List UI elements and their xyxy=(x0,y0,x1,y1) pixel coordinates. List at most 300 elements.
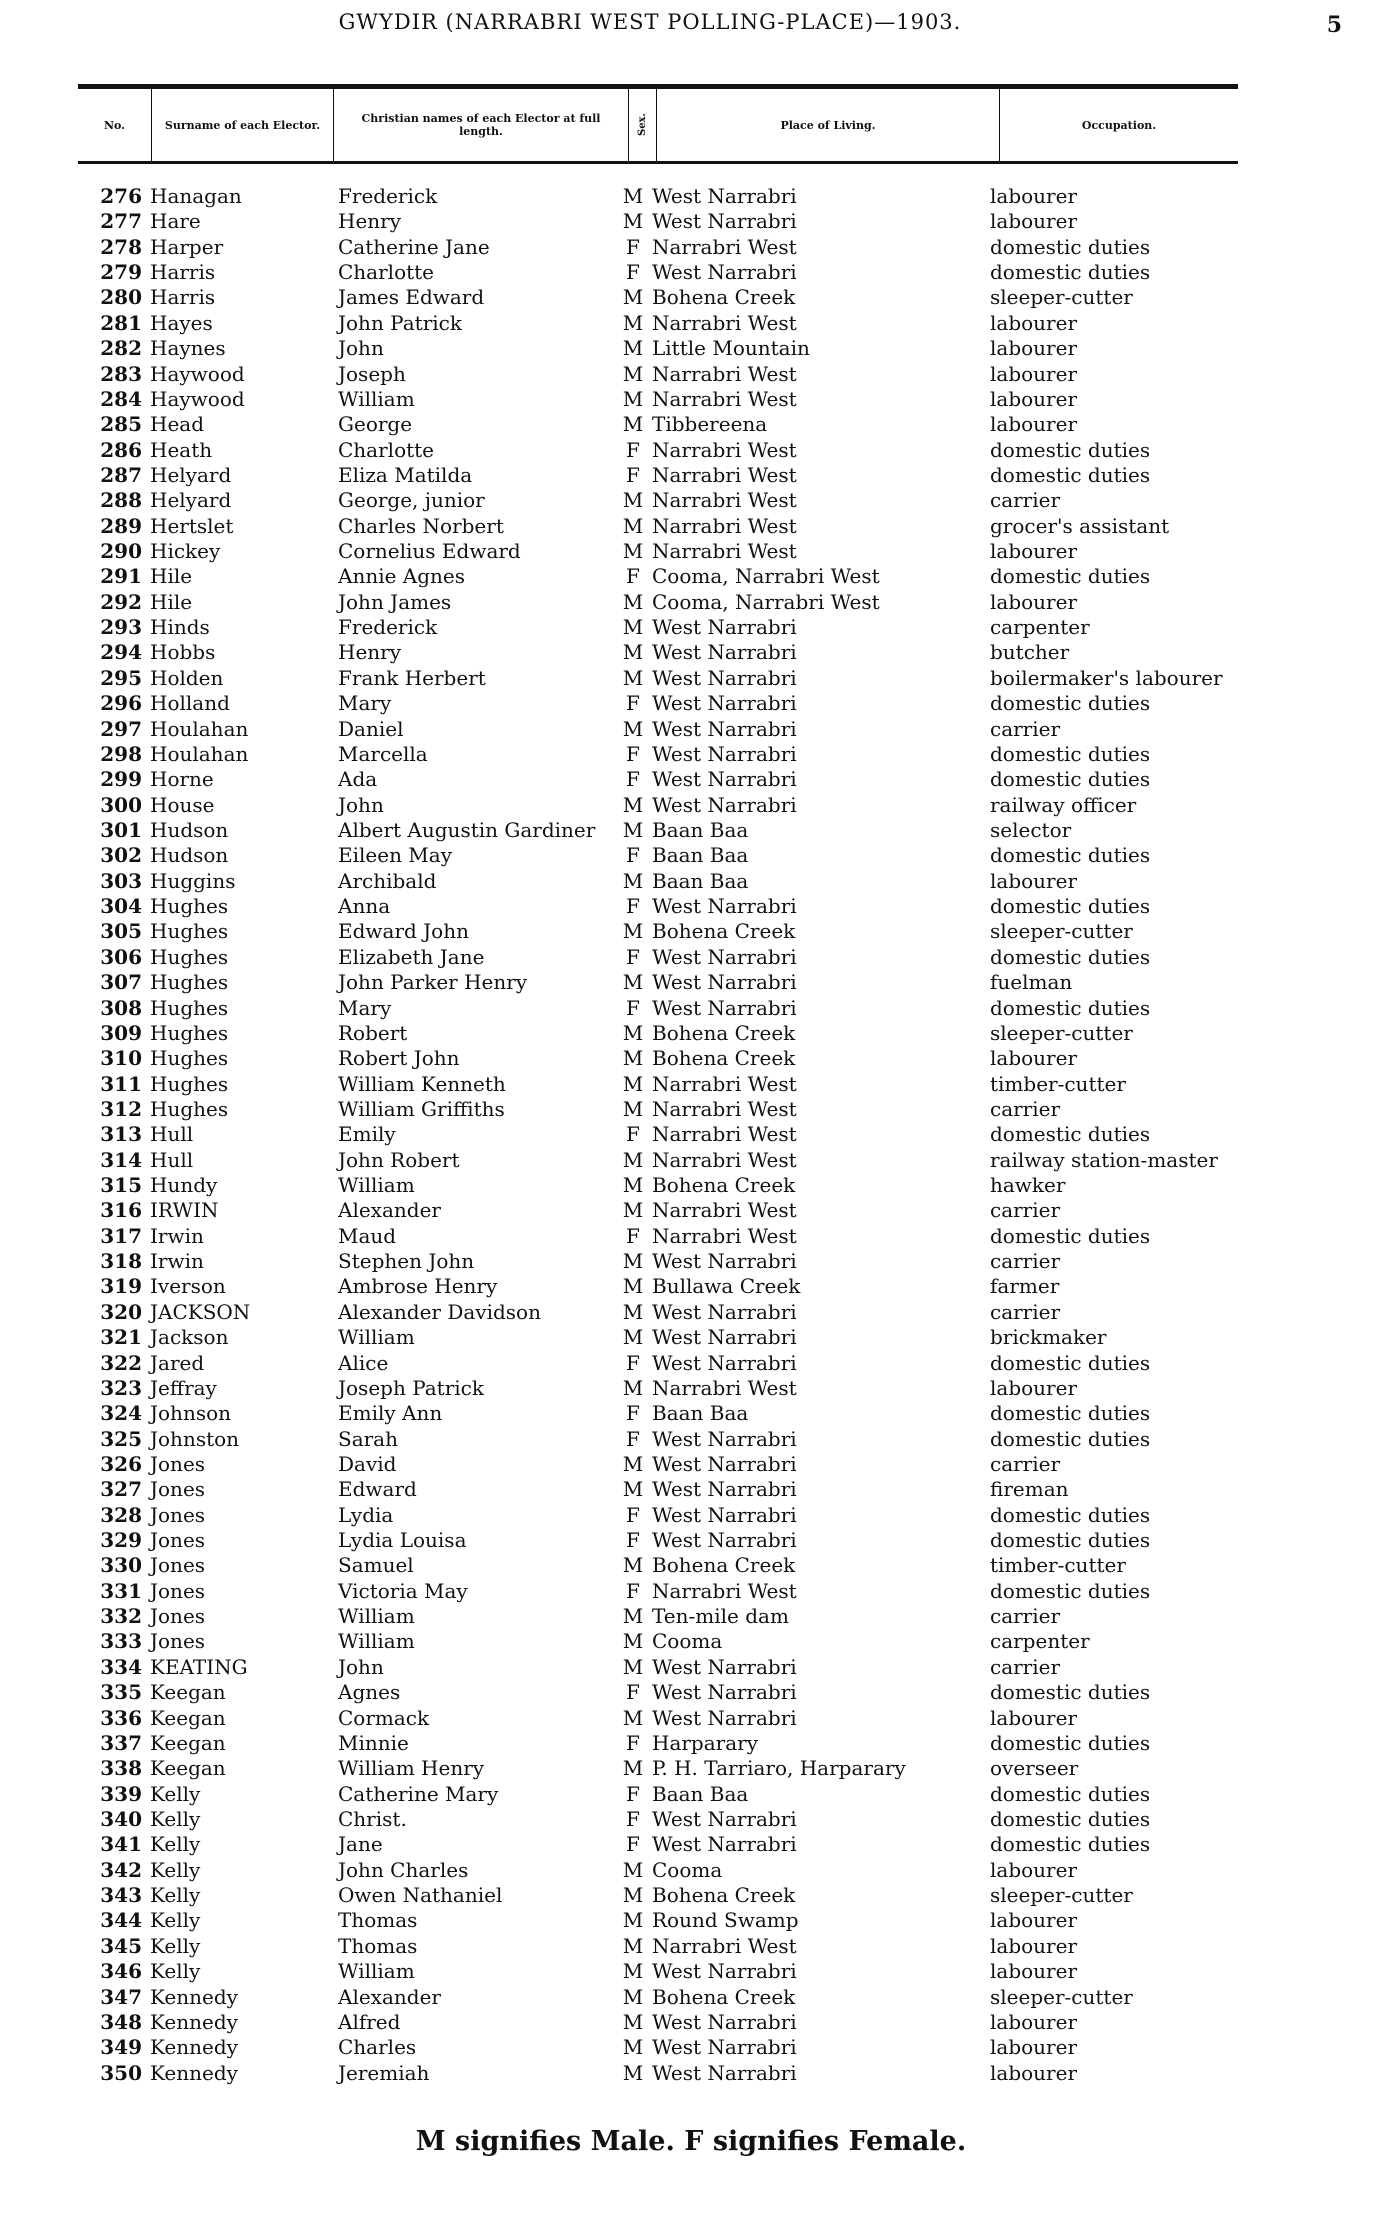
christian-names: John xyxy=(338,792,384,817)
row-number: 305 xyxy=(100,919,142,944)
occupation: carrier xyxy=(990,1451,1061,1476)
christian-names: Lydia Louisa xyxy=(338,1528,467,1553)
occupation: domestic duties xyxy=(990,260,1151,285)
occupation: domestic duties xyxy=(990,767,1151,792)
surname: Hile xyxy=(150,589,193,614)
header-sex xyxy=(629,89,657,161)
sex: M xyxy=(622,2060,644,2085)
row-number: 323 xyxy=(100,1375,142,1400)
row-number: 294 xyxy=(100,640,142,665)
occupation: domestic duties xyxy=(990,1528,1151,1553)
surname: Kennedy xyxy=(150,1984,238,2009)
sex: M xyxy=(622,792,644,817)
occupation: farmer xyxy=(990,1274,1060,1299)
table-row xyxy=(0,1959,1382,1984)
occupation: butcher xyxy=(990,640,1070,665)
surname: Kennedy xyxy=(150,2035,238,2060)
row-number: 299 xyxy=(100,767,142,792)
occupation: labourer xyxy=(990,868,1078,893)
christian-names: Samuel xyxy=(338,1553,414,1578)
header-occupation: Occupation. xyxy=(1081,118,1157,132)
occupation: railway station-master xyxy=(990,1147,1218,1172)
sex: M xyxy=(622,184,644,208)
christian-names: Charles Norbert xyxy=(338,513,504,538)
sex: M xyxy=(622,1375,644,1400)
sex: M xyxy=(622,868,644,893)
place-of-living: West Narrabri xyxy=(652,792,797,817)
table-row xyxy=(0,2035,1382,2060)
table-row xyxy=(0,260,1382,285)
occupation: hawker xyxy=(990,1173,1066,1198)
surname: Jones xyxy=(150,1629,206,1654)
christian-names: John xyxy=(338,1654,384,1679)
occupation: domestic duties xyxy=(990,234,1151,259)
christian-names: Sarah xyxy=(338,1426,398,1451)
place-of-living: Narrabri West xyxy=(652,1096,797,1121)
surname: Hughes xyxy=(150,944,229,969)
sex: M xyxy=(622,361,644,386)
occupation: carrier xyxy=(990,1604,1061,1629)
occupation: grocer's assistant xyxy=(990,513,1170,538)
christian-names: Charles xyxy=(338,2035,417,2060)
christian-names: Owen Nathaniel xyxy=(338,1883,503,1908)
header-sex-label: Sex. xyxy=(637,113,648,137)
sex: M xyxy=(622,1908,644,1933)
row-number: 315 xyxy=(100,1173,142,1198)
sex: M xyxy=(622,1096,644,1121)
place-of-living: Narrabri West xyxy=(652,1198,797,1223)
place-of-living: P. H. Tarriaro, Harparary xyxy=(652,1756,906,1781)
surname: Heath xyxy=(150,437,213,462)
table-row xyxy=(0,1832,1382,1857)
place-of-living: West Narrabri xyxy=(652,1477,797,1502)
table-row xyxy=(0,1477,1382,1502)
christian-names: William Henry xyxy=(338,1756,485,1781)
christian-names: Charlotte xyxy=(338,260,435,285)
christian-names: Mary xyxy=(338,995,392,1020)
header-christian-names: Christian names of each Elector at full length. xyxy=(334,89,629,161)
sex: M xyxy=(622,1274,644,1299)
surname: Irwin xyxy=(150,1223,204,1248)
occupation: domestic duties xyxy=(990,1578,1151,1603)
sex: F xyxy=(626,564,640,589)
surname: Kennedy xyxy=(150,2009,238,2034)
table-row xyxy=(0,590,1382,615)
sex: F xyxy=(626,462,640,487)
christian-names: Jeremiah xyxy=(338,2060,430,2085)
place-of-living: West Narrabri xyxy=(652,209,797,234)
table-row xyxy=(0,1072,1382,1097)
table-row xyxy=(0,894,1382,919)
surname: Irwin xyxy=(150,1249,204,1274)
christian-names: David xyxy=(338,1451,397,1476)
row-number: 321 xyxy=(100,1325,142,1350)
occupation: labourer xyxy=(990,2035,1078,2060)
occupation: labourer xyxy=(990,184,1078,208)
place-of-living: Cooma xyxy=(652,1857,723,1882)
table-row xyxy=(0,1274,1382,1299)
occupation: domestic duties xyxy=(990,1680,1151,1705)
header-no: No. xyxy=(78,89,152,161)
sex-legend-footer: M signifies Male. F signifies Female. xyxy=(415,2126,967,2157)
table-row xyxy=(0,1553,1382,1578)
surname: Huggins xyxy=(150,868,236,893)
surname: Helyard xyxy=(150,488,232,513)
row-number: 312 xyxy=(100,1096,142,1121)
row-number: 297 xyxy=(100,716,142,741)
row-number: 325 xyxy=(100,1426,142,1451)
sex: M xyxy=(622,615,644,640)
row-number: 286 xyxy=(100,437,142,462)
christian-names: Joseph xyxy=(338,361,406,386)
table-row xyxy=(0,1122,1382,1147)
occupation: carpenter xyxy=(990,615,1090,640)
row-number: 289 xyxy=(100,513,142,538)
table-row xyxy=(0,1173,1382,1198)
occupation: domestic duties xyxy=(990,944,1151,969)
christian-names: Edward John xyxy=(338,919,469,944)
sex: F xyxy=(626,1122,640,1147)
row-number: 279 xyxy=(100,260,142,285)
table-row xyxy=(0,1452,1382,1477)
row-number: 293 xyxy=(100,615,142,640)
place-of-living: West Narrabri xyxy=(652,260,797,285)
table-row xyxy=(0,285,1382,310)
sex: F xyxy=(626,1502,640,1527)
place-of-living: Bohena Creek xyxy=(652,1553,796,1578)
christian-names: Daniel xyxy=(338,716,404,741)
occupation: domestic duties xyxy=(990,564,1151,589)
christian-names: John Robert xyxy=(338,1147,460,1172)
sex: F xyxy=(626,843,640,868)
christian-names: Emily xyxy=(338,1122,396,1147)
table-row xyxy=(0,970,1382,995)
place-of-living: Baan Baa xyxy=(652,868,749,893)
place-of-living: Bohena Creek xyxy=(652,1883,796,1908)
row-number: 298 xyxy=(100,741,142,766)
place-of-living: West Narrabri xyxy=(652,1680,797,1705)
surname: Harper xyxy=(150,234,224,259)
surname: Hughes xyxy=(150,1071,229,1096)
occupation: domestic duties xyxy=(990,1781,1151,1806)
surname: Kelly xyxy=(150,1933,201,1958)
table-row xyxy=(0,1629,1382,1654)
row-number: 301 xyxy=(100,817,142,842)
row-number: 311 xyxy=(100,1071,142,1096)
occupation: timber-cutter xyxy=(990,1071,1126,1096)
row-number: 336 xyxy=(100,1705,142,1730)
occupation: domestic duties xyxy=(990,1223,1151,1248)
place-of-living: Harparary xyxy=(652,1730,758,1755)
occupation: railway officer xyxy=(990,792,1137,817)
surname: Jared xyxy=(150,1350,205,1375)
row-number: 291 xyxy=(100,564,142,589)
table-row xyxy=(0,412,1382,437)
surname: Hughes xyxy=(150,1020,229,1045)
row-number: 330 xyxy=(100,1553,142,1578)
table-row xyxy=(0,1401,1382,1426)
table-row xyxy=(0,2061,1382,2086)
table-row xyxy=(0,438,1382,463)
sex: M xyxy=(622,1959,644,1984)
sex: F xyxy=(626,1350,640,1375)
place-of-living: West Narrabri xyxy=(652,640,797,665)
page-title: GWYDIR (NARRABRI WEST POLLING-PLACE)—1903. xyxy=(338,10,962,34)
row-number: 280 xyxy=(100,285,142,310)
surname: Keegan xyxy=(150,1705,226,1730)
sex: M xyxy=(622,1654,644,1679)
occupation: domestic duties xyxy=(990,1401,1151,1426)
header-place-of-living: Place of Living. xyxy=(657,89,1000,161)
christian-names: Cormack xyxy=(338,1705,430,1730)
occupation: labourer xyxy=(990,1375,1078,1400)
christian-names: William Griffiths xyxy=(338,1096,505,1121)
sex: F xyxy=(626,944,640,969)
surname: House xyxy=(150,792,215,817)
table-row xyxy=(0,640,1382,665)
occupation: labourer xyxy=(990,412,1078,437)
occupation: sleeper-cutter xyxy=(990,919,1133,944)
row-number: 343 xyxy=(100,1883,142,1908)
sex: M xyxy=(622,2035,644,2060)
christian-names: Jane xyxy=(338,1832,383,1857)
table-row xyxy=(0,539,1382,564)
surname: Houlahan xyxy=(150,741,249,766)
surname: Horne xyxy=(150,767,214,792)
place-of-living: West Narrabri xyxy=(652,944,797,969)
row-number: 277 xyxy=(100,209,142,234)
christian-names: Lydia xyxy=(338,1502,394,1527)
surname: Jones xyxy=(150,1502,206,1527)
place-of-living: Little Mountain xyxy=(652,336,810,361)
occupation: domestic duties xyxy=(990,1832,1151,1857)
place-of-living: Round Swamp xyxy=(652,1908,799,1933)
place-of-living: West Narrabri xyxy=(652,1426,797,1451)
occupation: sleeper-cutter xyxy=(990,1020,1133,1045)
christian-names: George xyxy=(338,412,413,437)
occupation: carrier xyxy=(990,1299,1061,1324)
place-of-living: West Narrabri xyxy=(652,1502,797,1527)
place-of-living: Narrabri West xyxy=(652,1071,797,1096)
row-number: 318 xyxy=(100,1249,142,1274)
christian-names: Edward xyxy=(338,1477,417,1502)
surname: Kelly xyxy=(150,1908,201,1933)
row-number: 300 xyxy=(100,792,142,817)
sex: F xyxy=(626,894,640,919)
surname: Jones xyxy=(150,1604,206,1629)
table-row xyxy=(0,514,1382,539)
surname: Jeffray xyxy=(150,1375,217,1400)
sex: M xyxy=(622,716,644,741)
sex: F xyxy=(626,995,640,1020)
christian-names: Elizabeth Jane xyxy=(338,944,485,969)
elector-list xyxy=(0,184,1382,2086)
sex: M xyxy=(622,1299,644,1324)
occupation: sleeper-cutter xyxy=(990,1984,1133,2009)
table-row xyxy=(0,1300,1382,1325)
sex: M xyxy=(622,513,644,538)
place-of-living: Narrabri West xyxy=(652,1375,797,1400)
place-of-living: Cooma, Narrabri West xyxy=(652,564,880,589)
sex: F xyxy=(626,1401,640,1426)
table-row xyxy=(0,1934,1382,1959)
table-row xyxy=(0,717,1382,742)
christian-names: Alice xyxy=(338,1350,389,1375)
table-row xyxy=(0,1198,1382,1223)
table-row xyxy=(0,869,1382,894)
sex: M xyxy=(622,310,644,335)
occupation: carrier xyxy=(990,488,1061,513)
occupation: carrier xyxy=(990,1096,1061,1121)
christian-names: William Kenneth xyxy=(338,1071,506,1096)
occupation: domestic duties xyxy=(990,462,1151,487)
sex: F xyxy=(626,437,640,462)
place-of-living: Narrabri West xyxy=(652,1578,797,1603)
table-row xyxy=(0,1579,1382,1604)
occupation: selector xyxy=(990,817,1072,842)
row-number: 295 xyxy=(100,665,142,690)
occupation: labourer xyxy=(990,2009,1078,2034)
row-number: 285 xyxy=(100,412,142,437)
row-number: 324 xyxy=(100,1401,142,1426)
occupation: domestic duties xyxy=(990,691,1151,716)
surname: Jones xyxy=(150,1578,206,1603)
table-row xyxy=(0,843,1382,868)
occupation: overseer xyxy=(990,1756,1079,1781)
place-of-living: West Narrabri xyxy=(652,665,797,690)
surname: Hobbs xyxy=(150,640,216,665)
surname: Keegan xyxy=(150,1730,226,1755)
row-number: 333 xyxy=(100,1629,142,1654)
row-number: 302 xyxy=(100,843,142,868)
place-of-living: West Narrabri xyxy=(652,2035,797,2060)
sex: M xyxy=(622,1883,644,1908)
row-number: 350 xyxy=(100,2060,142,2085)
surname: JACKSON xyxy=(150,1299,251,1324)
surname: Head xyxy=(150,412,205,437)
christian-names: Thomas xyxy=(338,1933,418,1958)
occupation: domestic duties xyxy=(990,437,1151,462)
table-row xyxy=(0,209,1382,234)
table-row xyxy=(0,1224,1382,1249)
christian-names: Catherine Mary xyxy=(338,1781,499,1806)
christian-names: Robert xyxy=(338,1020,408,1045)
surname: Hayes xyxy=(150,310,213,335)
surname: Kelly xyxy=(150,1883,201,1908)
christian-names: William xyxy=(338,1325,415,1350)
table-row xyxy=(0,311,1382,336)
table-row xyxy=(0,1376,1382,1401)
sex: M xyxy=(622,1629,644,1654)
sex: M xyxy=(622,1198,644,1223)
christian-names: Frederick xyxy=(338,184,438,208)
occupation: labourer xyxy=(990,2060,1078,2085)
surname: Hull xyxy=(150,1122,194,1147)
row-number: 282 xyxy=(100,336,142,361)
place-of-living: Cooma, Narrabri West xyxy=(652,589,880,614)
surname: Haynes xyxy=(150,336,226,361)
surname: Hundy xyxy=(150,1173,218,1198)
place-of-living: West Narrabri xyxy=(652,1528,797,1553)
row-number: 348 xyxy=(100,2009,142,2034)
place-of-living: West Narrabri xyxy=(652,1350,797,1375)
christian-names: Christ. xyxy=(338,1807,407,1831)
header-surname: Surname of each Elector. xyxy=(152,89,334,161)
place-of-living: Tibbereena xyxy=(652,412,768,437)
occupation: fireman xyxy=(990,1477,1069,1502)
place-of-living: Narrabri West xyxy=(652,310,797,335)
sex: M xyxy=(622,1933,644,1958)
row-number: 334 xyxy=(100,1654,142,1679)
table-row xyxy=(0,1908,1382,1933)
surname: KEATING xyxy=(150,1654,248,1679)
sex: F xyxy=(626,234,640,259)
table-row xyxy=(0,615,1382,640)
table-row xyxy=(0,564,1382,589)
christian-names: John James xyxy=(338,589,452,614)
place-of-living: Cooma xyxy=(652,1629,723,1654)
sex: F xyxy=(626,1426,640,1451)
christian-names: Emily Ann xyxy=(338,1401,443,1426)
row-number: 327 xyxy=(100,1477,142,1502)
table-row xyxy=(0,1148,1382,1173)
sex: M xyxy=(622,1553,644,1578)
place-of-living: Narrabri West xyxy=(652,1122,797,1147)
page-number: 5 xyxy=(1326,12,1342,38)
christian-names: Maud xyxy=(338,1223,397,1248)
occupation: labourer xyxy=(990,310,1078,335)
place-of-living: West Narrabri xyxy=(652,1249,797,1274)
row-number: 320 xyxy=(100,1299,142,1324)
place-of-living: Bohena Creek xyxy=(652,1046,796,1071)
surname: Hughes xyxy=(150,1046,229,1071)
surname: Hughes xyxy=(150,894,229,919)
surname: IRWIN xyxy=(150,1198,219,1223)
sex: F xyxy=(626,1832,640,1857)
occupation: timber-cutter xyxy=(990,1553,1126,1578)
occupation: domestic duties xyxy=(990,1807,1151,1831)
occupation: labourer xyxy=(990,1959,1078,1984)
row-number: 339 xyxy=(100,1781,142,1806)
place-of-living: West Narrabri xyxy=(652,1654,797,1679)
christian-names: William xyxy=(338,1173,415,1198)
place-of-living: Bohena Creek xyxy=(652,919,796,944)
place-of-living: Bohena Creek xyxy=(652,285,796,310)
christian-names: Catherine Jane xyxy=(338,234,490,259)
table-row xyxy=(0,1731,1382,1756)
table-row xyxy=(0,1985,1382,2010)
occupation: labourer xyxy=(990,386,1078,411)
place-of-living: West Narrabri xyxy=(652,741,797,766)
sex: M xyxy=(622,1477,644,1502)
sex: M xyxy=(622,665,644,690)
row-number: 292 xyxy=(100,589,142,614)
christian-names: John Parker Henry xyxy=(338,970,528,995)
surname: Harris xyxy=(150,260,216,285)
place-of-living: Bohena Creek xyxy=(652,1020,796,1045)
table-row xyxy=(0,362,1382,387)
sex: M xyxy=(622,285,644,310)
occupation: labourer xyxy=(990,361,1078,386)
christian-names: Robert John xyxy=(338,1046,460,1071)
table-row xyxy=(0,184,1382,209)
place-of-living: Narrabri West xyxy=(652,539,797,564)
table-row xyxy=(0,387,1382,412)
surname: Kelly xyxy=(150,1959,201,1984)
table-row xyxy=(0,793,1382,818)
place-of-living: Narrabri West xyxy=(652,437,797,462)
place-of-living: Narrabri West xyxy=(652,488,797,513)
